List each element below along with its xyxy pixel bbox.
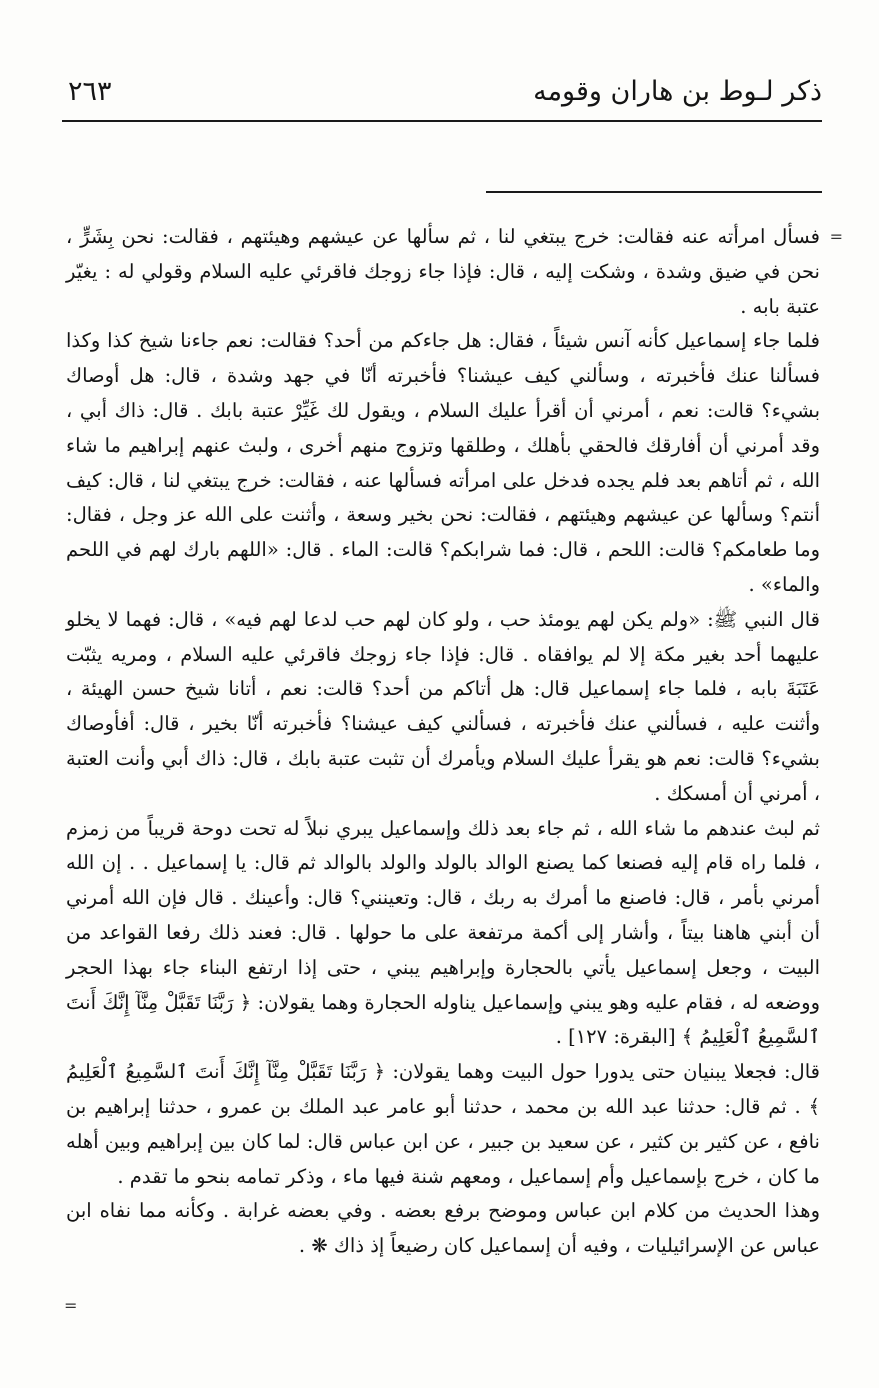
- page-number: ٢٦٣: [68, 76, 112, 107]
- paragraph: ثم لبث عندهم ما شاء الله ، ثم جاء بعد ذلك وإسماعيل يبري نبلاً له تحت دوحة قريباً من زمزم ، فلما راه قام إليه فصنعا كما يصنع الوالد بالولد والولد بالوالد ثم قال: يا إسماعيل . . إن الله أمرني بأمر ، قال: فاصنع ما أمرك به ربك ، قال: وتعينني؟ قال: وأعينك . قال فإن الله أمرني أن أبني هاهنا بيتاً ، وأشار إلى أكمة مرتفعة على ما حولها . قال: فعند ذلك رفعا القواعد من البيت ، وجعل إسماعيل يأتي بالحجارة وإبراهيم يبني ، حتى إذا ارتفع البناء جاء بهذا الحجر ووضعه له ، فقام عليه وهو يبني وإسماعيل يناوله الحجارة وهما يقولان: ﴿ رَبَّنَا تَقَبَّلْ مِنَّآ إِنَّكَ أَنتَ ٱلسَّمِيعُ ٱلْعَلِيمُ ﴾ [البقرة: ١٢٧] .: [66, 816, 820, 1049]
- paragraph: قال النبي ﷺ: «ولم يكن لهم يومئذ حب ، ولو كان لهم حب لدعا لهم فيه» ، قال: فهما لا يخلو عليهما أحد بغير مكة إلا لم يوافقاه . قال: فإذا جاء زوجك فاقرئي عليه السلام ، ومريه يثبّت عَتَبَةَ بابه ، فلما جاء إسماعيل قال: هل أتاكم من أحد؟ قالت: نعم ، أتانا شيخ حسن الهيئة ، وأثنت عليه ، فسألني عنك فأخبرته ، فسألني كيف عيشنا؟ فأخبرته أنّا بخير ، قال: أفأوصاك بشيء؟ قالت: نعم هو يقرأ عليك السلام ويأمرك أن تثبت عتبة بابك ، قال: ذاك أبي وأنت العتبة ، أمرني أن أمسكك .: [66, 607, 820, 805]
- margin-mark-top: =: [829, 227, 843, 246]
- footnote-separator-rule: [486, 191, 822, 193]
- paragraph: وهذا الحديث من كلام ابن عباس وموضح برفع بعضه . وفي بعضه غرابة . وكأنه مما نفاه ابن عباس عن الإسرائيليات ، وفيه أن إسماعيل كان رضيعاً إذ ذاك ❋ .: [66, 1199, 820, 1258]
- body-text: [66, 220, 820, 1264]
- paragraph: فلما جاء إسماعيل كأنه آنس شيئاً ، فقال: هل جاءكم من أحد؟ فقالت: نعم جاءنا شيخ كذا وكذا فسألنا عنك فأخبرته ، وسألني كيف عيشنا؟ فأخبرته أنّا في جهد وشدة ، قال: هل أوصاك بشيء؟ قالت: نعم ، أمرني أن أقرأ عليك السلام ، ويقول لك غَيِّرْ عتبة بابك . قال: ذاك أبي ، وقد أمرني أن أفارقك فالحقي بأهلك ، وطلقها وتزوج منهم أخرى ، ولبث عنهم إبراهيم ما شاء الله ، ثم أتاهم بعد فلم يجده فدخل على امرأته فسألها عنه ، فقالت: خرج يبتغي لنا ، قال: كيف أنتم؟ وسألها عن عيشهم وهيئتهم ، فقالت: نحن بخير وسعة ، وأثنت على الله عز وجل ، فقال: وما طعامكم؟ قالت: اللحم ، قال: فما شرابكم؟ قالت: الماء . قال: «اللهم بارك لهم في اللحم والماء» .: [66, 329, 820, 596]
- paragraph: قال: فجعلا يبنيان حتى يدورا حول البيت وهما يقولان: ﴿ رَبَّنَا تَقَبَّلْ مِنَّآ إِنَّكَ أَنتَ ٱلسَّمِيعُ ٱلْعَلِيمُ ﴾ . ثم قال: حدثنا عبد الله بن محمد ، حدثنا أبو عامر عبد الملك بن عمرو ، حدثنا إبراهيم بن نافع ، عن كثير بن كثير ، عن سعيد بن جبير ، عن ابن عباس قال: لما كان بين إبراهيم وبين أهله ما كان ، خرج بإسماعيل وأم إسماعيل ، ومعهم شنة فيها ماء ، وذكر تمامه بنحو ما تقدم .: [66, 1060, 820, 1188]
- header-rule: [62, 120, 822, 122]
- margin-mark-bottom: =: [64, 1296, 78, 1315]
- page-header: [60, 74, 822, 114]
- paragraph: فسأل امرأته عنه فقالت: خرج يبتغي لنا ، ثم سألها عن عيشهم وهيئتهم ، فقالت: نحن بِشَرٍّ ، نحن في ضيق وشدة ، وشكت إليه ، قال: فإذا جاء زوجك فاقرئي عليه السلام وقولي له : يغيّر عتبة بابه .: [66, 225, 820, 318]
- running-title: ذكر لـوط بن هاران وقومه: [533, 76, 822, 107]
